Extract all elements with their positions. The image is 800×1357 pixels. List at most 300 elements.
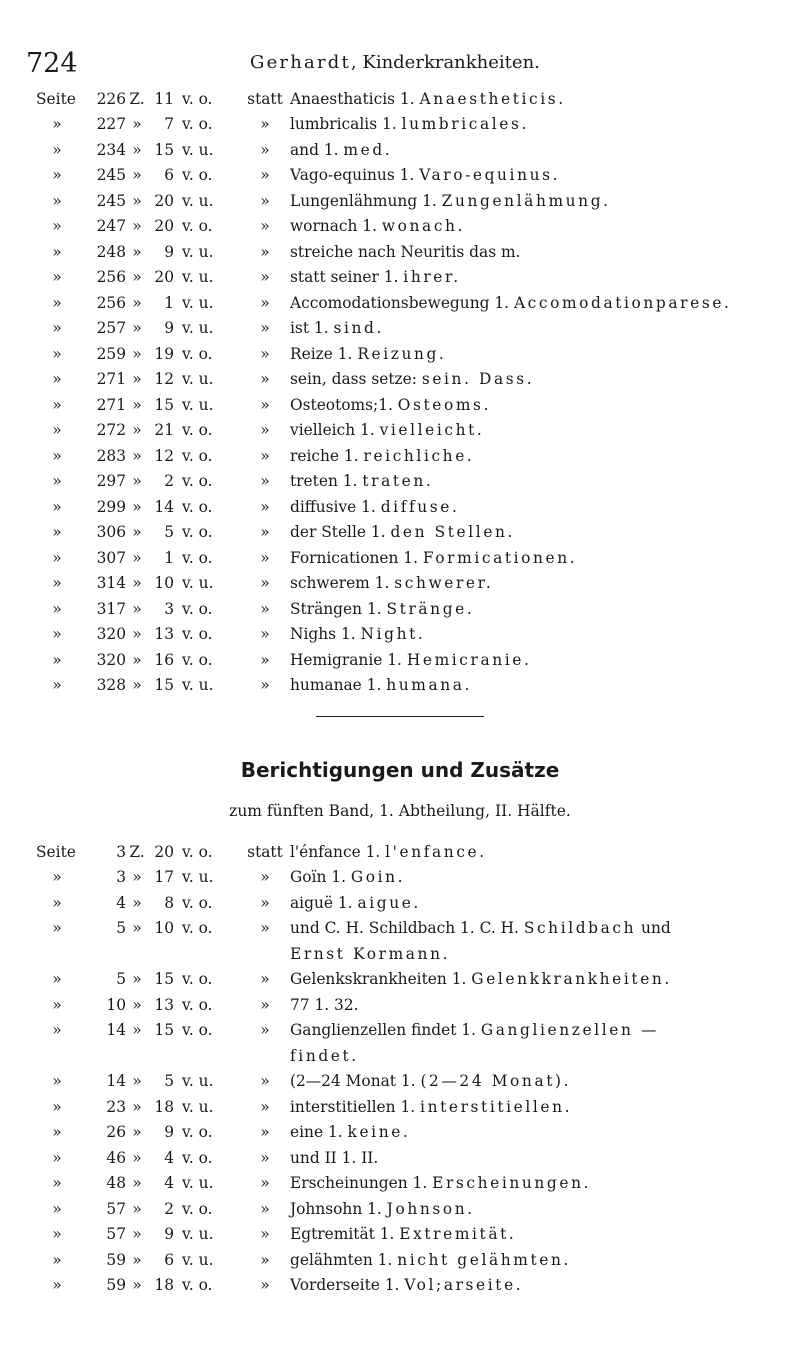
erroneous-text: Anaesthaticis 1.	[290, 89, 420, 108]
seite-cell: »	[52, 995, 62, 1014]
statt-cell: »	[260, 217, 270, 236]
corrected-text: interstitiellen.	[420, 1097, 573, 1116]
direction-cell: v. o.	[182, 1123, 213, 1142]
statt-cell: »	[260, 191, 270, 210]
zeile-cell: »	[132, 242, 142, 261]
zeile-cell: »	[132, 893, 142, 912]
statt-cell: »	[260, 1148, 270, 1167]
errata-row	[36, 469, 796, 495]
direction-cell: v. u.	[182, 1174, 214, 1193]
page-cell: 26	[106, 1123, 126, 1142]
corrected-text: vielleicht.	[379, 421, 485, 440]
line-cell: 1	[164, 293, 174, 312]
zeile-cell: »	[132, 319, 142, 338]
direction-cell: v. u.	[182, 191, 214, 210]
erroneous-text: schwerem 1.	[290, 574, 395, 593]
direction-cell: v. o.	[182, 166, 213, 185]
page-cell: 59	[106, 1250, 126, 1269]
running-head	[250, 52, 540, 73]
direction-cell: v. u.	[182, 574, 214, 593]
zeile-cell: »	[132, 599, 142, 618]
line-cell: 4	[164, 1148, 174, 1167]
corrected-text: med.	[343, 140, 393, 159]
correction-entry	[290, 166, 796, 184]
erroneous-text: Egtremität 1.	[290, 1225, 400, 1244]
zeile-cell: »	[132, 1072, 142, 1091]
zeile-cell: »	[132, 1123, 142, 1142]
direction-cell: v. o.	[182, 970, 213, 989]
statt-cell: »	[260, 140, 270, 159]
erroneous-text: and 1.	[290, 140, 344, 159]
zeile-cell: »	[132, 1250, 142, 1269]
correction-entry	[290, 1149, 796, 1167]
statt-cell: »	[260, 421, 270, 440]
line-cell: 15	[154, 1021, 174, 1040]
page-cell: 272	[96, 421, 126, 440]
errata-row	[36, 188, 796, 214]
errata-row	[36, 418, 796, 444]
zeile-cell: »	[132, 650, 142, 669]
statt-cell: »	[260, 1225, 270, 1244]
corrected-text: lumbricales.	[401, 115, 529, 134]
page-cell: 3	[116, 868, 126, 887]
page-cell: 307	[96, 548, 126, 567]
line-cell: 20	[154, 842, 174, 861]
zeile-cell: »	[132, 1021, 142, 1040]
errata-row	[36, 1120, 796, 1146]
zeile-cell: »	[132, 676, 142, 695]
seite-cell: »	[52, 1225, 62, 1244]
section-subtitle: zum fünften Band, 1. Abtheilung, II. Hälfte.	[229, 802, 571, 820]
direction-cell: v. o.	[182, 625, 213, 644]
author-name: Gerhardt	[250, 52, 351, 73]
corrected-text: Accomodationparese.	[513, 293, 732, 312]
page-cell: 248	[96, 242, 126, 261]
erroneous-text: Erscheinungen 1.	[290, 1174, 433, 1193]
section-divider	[316, 716, 484, 717]
direction-cell: v. o.	[182, 115, 213, 134]
correction-entry	[290, 549, 796, 567]
zeile-cell: »	[132, 548, 142, 567]
statt-cell: »	[260, 395, 270, 414]
page-cell: 14	[106, 1021, 126, 1040]
corrected-text: Stränge.	[386, 599, 475, 618]
line-cell: 10	[154, 919, 174, 938]
errata-row	[36, 673, 796, 699]
errata-row	[36, 1171, 796, 1197]
seite-cell: »	[52, 523, 62, 542]
erroneous-text: und II 1. II.	[290, 1148, 379, 1167]
line-cell: 20	[154, 268, 174, 287]
erroneous-text: (2—24 Monat 1.	[290, 1072, 421, 1091]
statt-cell: »	[260, 1097, 270, 1116]
corrected-text: Ernst Kormann.	[290, 944, 451, 963]
seite-cell: »	[52, 1276, 62, 1295]
errata-row	[36, 941, 796, 967]
errata-row	[36, 443, 796, 469]
page-cell: 271	[96, 370, 126, 389]
corrected-text: Hemicranie.	[406, 650, 532, 669]
corrected-text: Extremität.	[399, 1225, 517, 1244]
errata-row	[36, 571, 796, 597]
corrected-text: Varo-equinus.	[419, 166, 561, 185]
statt-cell: »	[260, 1072, 270, 1091]
page-cell: 226	[96, 89, 126, 108]
statt-cell: »	[260, 446, 270, 465]
line-cell: 7	[164, 115, 174, 134]
direction-cell: v. o.	[182, 919, 213, 938]
seite-cell: »	[52, 242, 62, 261]
erroneous-text: Hemigranie 1.	[290, 650, 407, 669]
page-cell: 57	[106, 1199, 126, 1218]
erroneous-text: vielleich 1.	[290, 421, 380, 440]
page-cell: 259	[96, 344, 126, 363]
direction-cell: v. o.	[182, 650, 213, 669]
statt-cell: »	[260, 868, 270, 887]
correction-entry	[290, 1098, 796, 1116]
zeile-cell: »	[132, 191, 142, 210]
page-cell: 48	[106, 1174, 126, 1193]
erroneous-text: Gelenkskrankheiten 1.	[290, 970, 472, 989]
page-cell: 227	[96, 115, 126, 134]
statt-cell: »	[260, 676, 270, 695]
line-cell: 5	[164, 1072, 174, 1091]
zeile-cell: »	[132, 446, 142, 465]
line-cell: 5	[164, 523, 174, 542]
page-cell: 320	[96, 650, 126, 669]
zeile-cell: »	[132, 1148, 142, 1167]
corrected-text: traten.	[362, 472, 434, 491]
errata-row	[36, 647, 796, 673]
correction-entry	[290, 498, 796, 516]
erroneous-text: l'énfance 1.	[290, 842, 386, 861]
direction-cell: v. u.	[182, 1097, 214, 1116]
correction-entry	[290, 600, 796, 618]
correction-entry	[290, 919, 796, 937]
direction-cell: v. u.	[182, 293, 214, 312]
seite-cell: »	[52, 548, 62, 567]
errata-row	[36, 265, 796, 291]
correction-entry	[290, 1200, 796, 1218]
direction-cell: v. u.	[182, 1225, 214, 1244]
statt-cell: »	[260, 293, 270, 312]
correction-entry	[290, 676, 796, 694]
seite-cell: »	[52, 893, 62, 912]
seite-cell: »	[52, 1072, 62, 1091]
statt-cell: »	[260, 599, 270, 618]
line-cell: 18	[154, 1276, 174, 1295]
statt-cell: »	[260, 1174, 270, 1193]
line-cell: 17	[154, 868, 174, 887]
page-cell: 283	[96, 446, 126, 465]
erroneous-text: streiche nach Neuritis das m.	[290, 242, 521, 261]
erroneous-text: Accomodationsbewegung 1.	[290, 293, 514, 312]
seite-cell: Seite	[36, 89, 76, 108]
correction-entry	[290, 1174, 796, 1192]
corrected-text: findet.	[290, 1046, 359, 1065]
zeile-cell: »	[132, 574, 142, 593]
errata-row	[36, 520, 796, 546]
correction-entry	[290, 370, 796, 388]
erroneous-text: gelähmten 1.	[290, 1250, 398, 1269]
zeile-cell: »	[132, 995, 142, 1014]
correction-entry	[290, 217, 796, 235]
erroneous-text: interstitiellen 1.	[290, 1097, 421, 1116]
corrected-text: humana.	[386, 676, 473, 695]
erroneous-text: reiche 1.	[290, 446, 364, 465]
correction-entry	[290, 421, 796, 439]
erroneous-text: Reize 1.	[290, 344, 358, 363]
seite-cell: »	[52, 919, 62, 938]
statt-cell: »	[260, 268, 270, 287]
errata-row	[36, 967, 796, 993]
line-cell: 2	[164, 1199, 174, 1218]
erroneous-text: Osteotoms;1.	[290, 395, 398, 414]
line-cell: 10	[154, 574, 174, 593]
corrected-text: Gelenkkrankheiten.	[471, 970, 672, 989]
corrected-text: keine.	[347, 1123, 411, 1142]
zeile-cell: Z.	[129, 89, 145, 108]
erroneous-text: wornach 1.	[290, 217, 382, 236]
statt-cell: »	[260, 370, 270, 389]
errata-row	[36, 1069, 796, 1095]
corrected-text: Osteoms.	[397, 395, 492, 414]
seite-cell: »	[52, 293, 62, 312]
statt-cell: »	[260, 523, 270, 542]
zeile-cell: »	[132, 970, 142, 989]
statt-cell: »	[260, 625, 270, 644]
direction-cell: v. u.	[182, 242, 214, 261]
direction-cell: v. o.	[182, 548, 213, 567]
erroneous-text: Johnsohn 1.	[290, 1199, 387, 1218]
statt-cell: »	[260, 344, 270, 363]
zeile-cell: »	[132, 523, 142, 542]
correction-entry	[290, 894, 796, 912]
page-cell: 256	[96, 293, 126, 312]
errata-row	[36, 596, 796, 622]
errata-row	[36, 290, 796, 316]
line-cell: 15	[154, 395, 174, 414]
line-cell: 6	[164, 166, 174, 185]
errata-row	[36, 137, 796, 163]
page-cell: 10	[106, 995, 126, 1014]
line-cell: 14	[154, 497, 174, 516]
correction-entry	[290, 319, 796, 337]
direction-cell: v. u.	[182, 268, 214, 287]
correction-entry	[290, 90, 796, 108]
statt-cell: »	[260, 995, 270, 1014]
page-cell: 5	[116, 970, 126, 989]
statt-cell: »	[260, 574, 270, 593]
page-cell: 328	[96, 676, 126, 695]
correction-entry	[290, 996, 796, 1014]
correction-entry	[290, 1072, 796, 1090]
seite-cell: »	[52, 1021, 62, 1040]
corrected-text: wonach.	[381, 217, 466, 236]
direction-cell: v. o.	[182, 421, 213, 440]
direction-cell: v. o.	[182, 995, 213, 1014]
corrected-text: ihrer.	[403, 268, 461, 287]
corrected-text: Goin.	[350, 868, 406, 887]
seite-cell: »	[52, 1174, 62, 1193]
errata-row	[36, 890, 796, 916]
direction-cell: v. o.	[182, 1148, 213, 1167]
page-header	[26, 48, 776, 84]
direction-cell: v. o.	[182, 344, 213, 363]
statt-cell: »	[260, 893, 270, 912]
line-cell: 3	[164, 599, 174, 618]
continuation-text: und	[636, 919, 671, 938]
line-cell: 13	[154, 625, 174, 644]
page-cell: 297	[96, 472, 126, 491]
statt-cell: »	[260, 919, 270, 938]
corrected-text: Johnson.	[386, 1199, 475, 1218]
seite-cell: »	[52, 319, 62, 338]
errata-row	[36, 1145, 796, 1171]
direction-cell: v. u.	[182, 1250, 214, 1269]
zeile-cell: »	[132, 268, 142, 287]
seite-cell: »	[52, 1097, 62, 1116]
correction-entry	[290, 523, 796, 541]
correction-entry	[290, 268, 796, 286]
zeile-cell: »	[132, 497, 142, 516]
zeile-cell: »	[132, 1097, 142, 1116]
statt-cell: statt	[247, 842, 283, 861]
direction-cell: v. u.	[182, 395, 214, 414]
zeile-cell: Z.	[129, 842, 145, 861]
line-cell: 20	[154, 191, 174, 210]
page-cell: 306	[96, 523, 126, 542]
erroneous-text: Ganglienzellen findet 1.	[290, 1021, 481, 1040]
page-cell: 314	[96, 574, 126, 593]
seite-cell: »	[52, 676, 62, 695]
correction-entry	[290, 945, 796, 963]
direction-cell: v. u.	[182, 319, 214, 338]
page-cell: 14	[106, 1072, 126, 1091]
errata-list-vol4	[36, 86, 796, 698]
corrected-text: den Stellen.	[390, 523, 516, 542]
erroneous-text: humanae 1.	[290, 676, 387, 695]
zeile-cell: »	[132, 625, 142, 644]
correction-entry	[290, 868, 796, 886]
errata-row	[36, 1018, 796, 1044]
page-cell: 59	[106, 1276, 126, 1295]
corrected-text: Night.	[360, 625, 426, 644]
direction-cell: v. o.	[182, 1276, 213, 1295]
direction-cell: v. u.	[182, 140, 214, 159]
seite-cell: »	[52, 446, 62, 465]
seite-cell: »	[52, 574, 62, 593]
page-cell: 256	[96, 268, 126, 287]
page-cell: 245	[96, 166, 126, 185]
page-cell: 245	[96, 191, 126, 210]
correction-entry	[290, 115, 796, 133]
corrected-text: Anaestheticis.	[419, 89, 566, 108]
line-cell: 15	[154, 140, 174, 159]
correction-entry	[290, 294, 796, 312]
corrected-text: l'enfance.	[385, 842, 487, 861]
seite-cell: »	[52, 599, 62, 618]
seite-cell: »	[52, 166, 62, 185]
statt-cell: »	[260, 650, 270, 669]
line-cell: 9	[164, 242, 174, 261]
page-cell: 247	[96, 217, 126, 236]
direction-cell: v. u.	[182, 868, 214, 887]
corrected-text: schwerer.	[394, 574, 494, 593]
page-cell: 5	[116, 919, 126, 938]
line-cell: 9	[164, 319, 174, 338]
statt-cell: statt	[247, 89, 283, 108]
seite-cell: »	[52, 268, 62, 287]
zeile-cell: »	[132, 868, 142, 887]
corrected-text: Reizung.	[357, 344, 447, 363]
seite-cell: »	[52, 497, 62, 516]
page-number: 724	[26, 48, 78, 79]
seite-cell: »	[52, 217, 62, 236]
direction-cell: v. u.	[182, 676, 214, 695]
seite-cell: »	[52, 650, 62, 669]
seite-cell: »	[52, 472, 62, 491]
corrected-text: nicht gelähmten.	[397, 1250, 571, 1269]
direction-cell: v. u.	[182, 370, 214, 389]
correction-entry	[290, 574, 796, 592]
erroneous-text: lumbricalis 1.	[290, 115, 402, 134]
statt-cell: »	[260, 1276, 270, 1295]
page-cell: 3	[116, 842, 126, 861]
seite-cell: »	[52, 868, 62, 887]
page-cell: 46	[106, 1148, 126, 1167]
zeile-cell: »	[132, 1225, 142, 1244]
line-cell: 20	[154, 217, 174, 236]
direction-cell: v. o.	[182, 472, 213, 491]
correction-entry	[290, 345, 796, 363]
seite-cell: »	[52, 115, 62, 134]
line-cell: 12	[154, 370, 174, 389]
line-cell: 16	[154, 650, 174, 669]
correction-entry	[290, 843, 796, 861]
correction-entry	[290, 1021, 796, 1039]
statt-cell: »	[260, 970, 270, 989]
direction-cell: v. u.	[182, 1072, 214, 1091]
statt-cell: »	[260, 497, 270, 516]
erroneous-text: diffusive 1.	[290, 497, 381, 516]
statt-cell: »	[260, 319, 270, 338]
corrected-text: aigue.	[357, 893, 421, 912]
errata-row	[36, 239, 796, 265]
erroneous-text: sein, dass setze:	[290, 370, 422, 389]
direction-cell: v. o.	[182, 217, 213, 236]
errata-row	[36, 214, 796, 240]
errata-row	[36, 86, 796, 112]
page-cell: 234	[96, 140, 126, 159]
line-cell: 6	[164, 1250, 174, 1269]
corrected-text: Vol;arseite.	[404, 1276, 524, 1295]
errata-row	[36, 622, 796, 648]
erroneous-text: Vorderseite 1.	[290, 1276, 405, 1295]
corrected-text: Zungenlähmung.	[441, 191, 611, 210]
line-cell: 13	[154, 995, 174, 1014]
errata-row	[36, 992, 796, 1018]
corrected-text: Ganglienzellen —	[480, 1021, 659, 1040]
line-cell: 12	[154, 446, 174, 465]
seite-cell: »	[52, 370, 62, 389]
errata-row	[36, 839, 796, 865]
page-cell: 23	[106, 1097, 126, 1116]
zeile-cell: »	[132, 1276, 142, 1295]
corrected-text: reichliche.	[363, 446, 475, 465]
statt-cell: »	[260, 166, 270, 185]
zeile-cell: »	[132, 217, 142, 236]
